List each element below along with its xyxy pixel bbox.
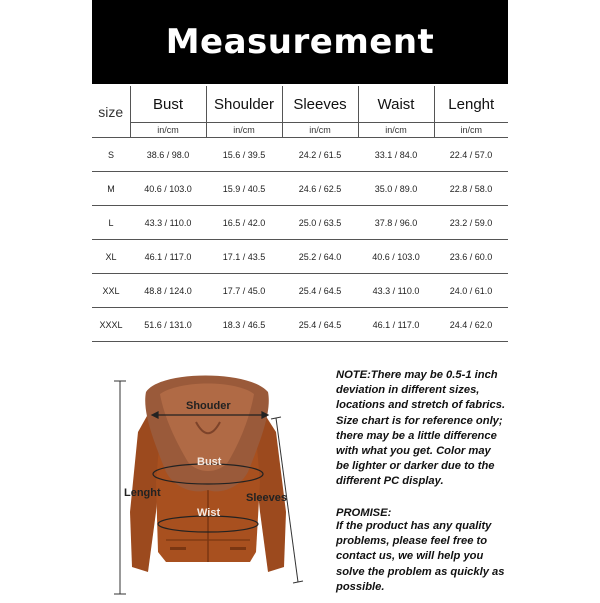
unit-label: in/cm [434,123,508,138]
size-column-header: size [92,86,130,138]
table-row [92,240,508,274]
size-label: XXXL [92,308,130,342]
table-cell: 25.0 / 63.5 [282,206,358,240]
table-row [92,172,508,206]
table-cell: 24.4 / 62.0 [434,308,508,342]
title-banner [92,0,508,84]
table-row [92,138,508,172]
column-header-bust: Bust [130,86,206,123]
length-label: Lenght [124,487,161,499]
unit-row [92,123,508,138]
table-row [92,274,508,308]
table-row [92,308,508,342]
table-cell: 16.5 / 42.0 [206,206,282,240]
table-cell: 25.2 / 64.0 [282,240,358,274]
size-note: NOTE:There may be 0.5-1 inch deviation in different sizes, locations and stretch of fabrics. Size chart is for reference only; there may be a little difference with what you get. Color may be lighter or darker due to the different PC display. [336,369,506,488]
table-cell: 43.3 / 110.0 [358,274,434,308]
table-cell: 25.4 / 64.5 [282,274,358,308]
table-cell: 51.6 / 131.0 [130,308,206,342]
table-cell: 48.8 / 124.0 [130,274,206,308]
table-cell: 24.6 / 62.5 [282,172,358,206]
table-cell: 46.1 / 117.0 [358,308,434,342]
table-cell: 18.3 / 46.5 [206,308,282,342]
table-cell: 33.1 / 84.0 [358,138,434,172]
column-header-sleeves: Sleeves [282,86,358,123]
jacket-illustration [100,362,315,598]
table-cell: 22.4 / 57.0 [434,138,508,172]
size-label: XXL [92,274,130,308]
page-title: Measurement [165,22,435,62]
size-label: XL [92,240,130,274]
waist-label: Wist [197,507,221,519]
unit-label: in/cm [358,123,434,138]
table-cell: 25.4 / 64.5 [282,308,358,342]
table-header-row [92,86,508,123]
table-cell: 24.2 / 61.5 [282,138,358,172]
table-cell: 43.3 / 110.0 [130,206,206,240]
unit-label: in/cm [130,123,206,138]
column-header-shoulder: Shoulder [206,86,282,123]
table-cell: 40.6 / 103.0 [358,240,434,274]
table-cell: 46.1 / 117.0 [130,240,206,274]
size-label: M [92,172,130,206]
table-cell: 17.1 / 43.5 [206,240,282,274]
column-header-waist: Waist [358,86,434,123]
column-header-length: Lenght [434,86,508,123]
unit-label: in/cm [282,123,358,138]
table-cell: 15.6 / 39.5 [206,138,282,172]
jacket-diagram [100,362,315,598]
table-cell: 40.6 / 103.0 [130,172,206,206]
table-cell: 35.0 / 89.0 [358,172,434,206]
table-cell: 23.2 / 59.0 [434,206,508,240]
table-cell: 24.0 / 61.0 [434,274,508,308]
table-cell: 38.6 / 98.0 [130,138,206,172]
table-cell: 17.7 / 45.0 [206,274,282,308]
bust-label: Bust [197,456,222,468]
size-label: S [92,138,130,172]
size-chart-table [92,86,508,342]
table-cell: 15.9 / 40.5 [206,172,282,206]
table-row [92,206,508,240]
table-cell: 37.8 / 96.0 [358,206,434,240]
table-cell: 22.8 / 58.0 [434,172,508,206]
promise-text: If the product has any quality problems, please feel free to contact us, we will help you solve the problem as quickly as possible. [336,520,505,593]
sleeves-label: Sleeves [246,492,287,504]
size-label: L [92,206,130,240]
promise-title: PROMISE: [336,507,392,519]
shoulder-label: Shouder [186,400,231,412]
table-cell: 23.6 / 60.0 [434,240,508,274]
unit-label: in/cm [206,123,282,138]
